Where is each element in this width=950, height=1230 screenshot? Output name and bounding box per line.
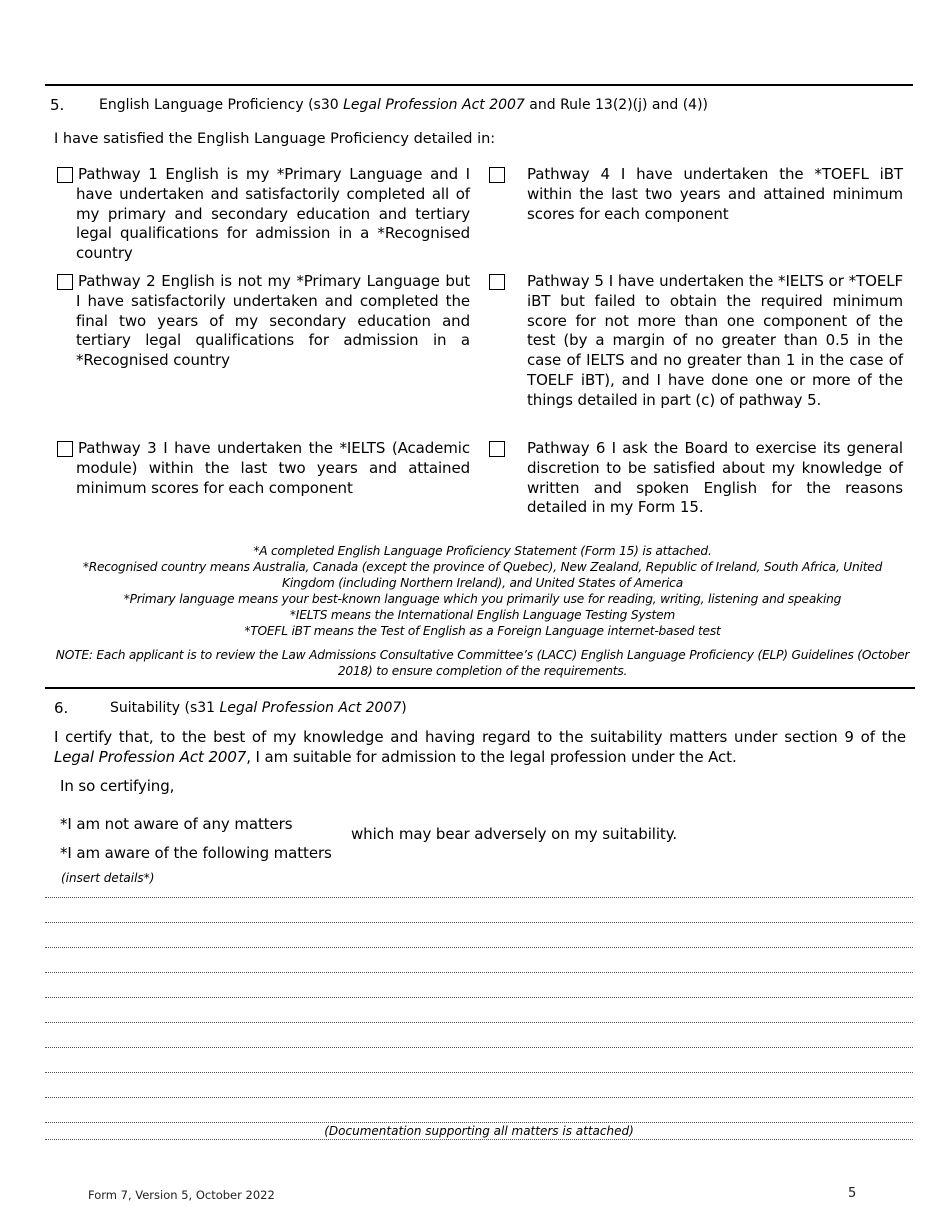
in-so-certifying: In so certifying, [60, 777, 175, 795]
note-lacc: NOTE: Each applicant is to review the Law Admissions Consultative Committee’s (LACC) English Language Proficiency (ELP) Guidelines (October 2018) to ensure completion of the requirements. [55, 648, 910, 678]
bear-adversely-text: which may bear adversely on my suitability. [351, 825, 678, 843]
page-number: 5 [848, 1186, 857, 1201]
suitability-certification: I certify that, to the best of my knowledge and having regard to the suitability matters under section 9 of the Legal Profession Act 2007, I am suitable for admission to the legal profession under the Act. [54, 728, 906, 766]
pathway-5-option[interactable] [488, 272, 903, 411]
pathway-6-checkbox[interactable] [489, 441, 505, 457]
note-toefl: *TOEFL iBT means the Test of English as a Foreign Language internet-based test [244, 624, 721, 638]
details-line[interactable] [45, 1139, 913, 1140]
aware-option[interactable]: *I am aware of the following matters [60, 844, 332, 862]
section-6-title: Suitability (s31 Legal Profession Act 2007) [110, 700, 407, 716]
pathway-2-label: Pathway 2 English is not my *Primary Language but I have satisfactorily undertaken and completed the final two years of my secondary education and tertiary legal qualifications for admission in a *Recognised country [76, 272, 470, 370]
details-line[interactable] [45, 897, 913, 898]
pathway-1-label: Pathway 1 English is my *Primary Language and I have undertaken and satisfactorily completed all of my primary and secondary education and tertiary legal qualifications for admission in a *Recognised country [76, 165, 470, 263]
note-ielts: *IELTS means the International English Language Testing System [289, 608, 676, 622]
footer-form-version: Form 7, Version 5, October 2022 [88, 1188, 275, 1202]
pathway-4-label: Pathway 4 I have undertaken the *TOEFL iBT within the last two years and attained minimum scores for each component [527, 165, 903, 223]
pathway-6-label: Pathway 6 I ask the Board to exercise its general discretion to be satisfied about my knowledge of written and spoken English for the reasons detailed in my Form 15. [527, 439, 903, 517]
details-line[interactable] [45, 1072, 913, 1073]
definitions-notes [55, 543, 910, 679]
pathway-5-label: Pathway 5 I have undertaken the *IELTS or *TOELF iBT but failed to obtain the required minimum score for not more than one component of the test (by a margin of no greater than 0.5 in the case of IELTS and no greater than 1 in the case of TOELF iBT), and I have done one or more of the things detailed in part (c) of pathway 5. [527, 272, 903, 409]
section-6-rule [45, 687, 915, 689]
note-primary-language: *Primary language means your best-known language which you primarily use for reading, writing, listening and speaking [123, 592, 842, 606]
section-6-number: 6. [54, 699, 69, 717]
section-5-intro: I have satisfied the English Language Proficiency detailed in: [54, 131, 496, 147]
section-5-title: English Language Proficiency (s30 Legal Profession Act 2007 and Rule 13(2)(j) and (4)) [99, 97, 708, 113]
pathway-4-option[interactable] [488, 165, 903, 224]
pathway-2-option[interactable] [56, 272, 470, 371]
pathway-1-option[interactable] [56, 165, 470, 264]
note-form15: *A completed English Language Proficiency Statement (Form 15) is attached. [253, 544, 712, 558]
pathway-2-checkbox[interactable] [57, 274, 73, 290]
top-rule [45, 84, 913, 86]
pathway-3-checkbox[interactable] [57, 441, 73, 457]
details-line[interactable] [45, 1022, 913, 1023]
section-5-number: 5. [50, 96, 65, 114]
details-line[interactable] [45, 922, 913, 923]
pathway-3-option[interactable] [56, 439, 470, 498]
pathway-1-checkbox[interactable] [57, 167, 73, 183]
pathway-6-option[interactable] [488, 439, 903, 518]
note-recognised-country: *Recognised country means Australia, Canada (except the province of Quebec), New Zealand, Republic of Ireland, South Africa, United Kingdom (including Northern Ireland), and United States of America [82, 560, 883, 590]
documentation-attached-note: (Documentation supporting all matters is attached) [324, 1124, 634, 1138]
details-line[interactable] [45, 947, 913, 948]
details-line[interactable] [45, 997, 913, 998]
pathway-4-checkbox[interactable] [489, 167, 505, 183]
pathway-3-label: Pathway 3 I have undertaken the *IELTS (Academic module) within the last two years and attained minimum scores for each component [76, 439, 470, 497]
not-aware-option[interactable]: *I am not aware of any matters [60, 815, 293, 833]
insert-details-hint: (insert details*) [61, 871, 155, 885]
pathway-5-checkbox[interactable] [489, 274, 505, 290]
details-line[interactable] [45, 1047, 913, 1048]
details-line[interactable] [45, 972, 913, 973]
details-line[interactable] [45, 1097, 913, 1098]
details-line[interactable] [45, 1122, 913, 1123]
